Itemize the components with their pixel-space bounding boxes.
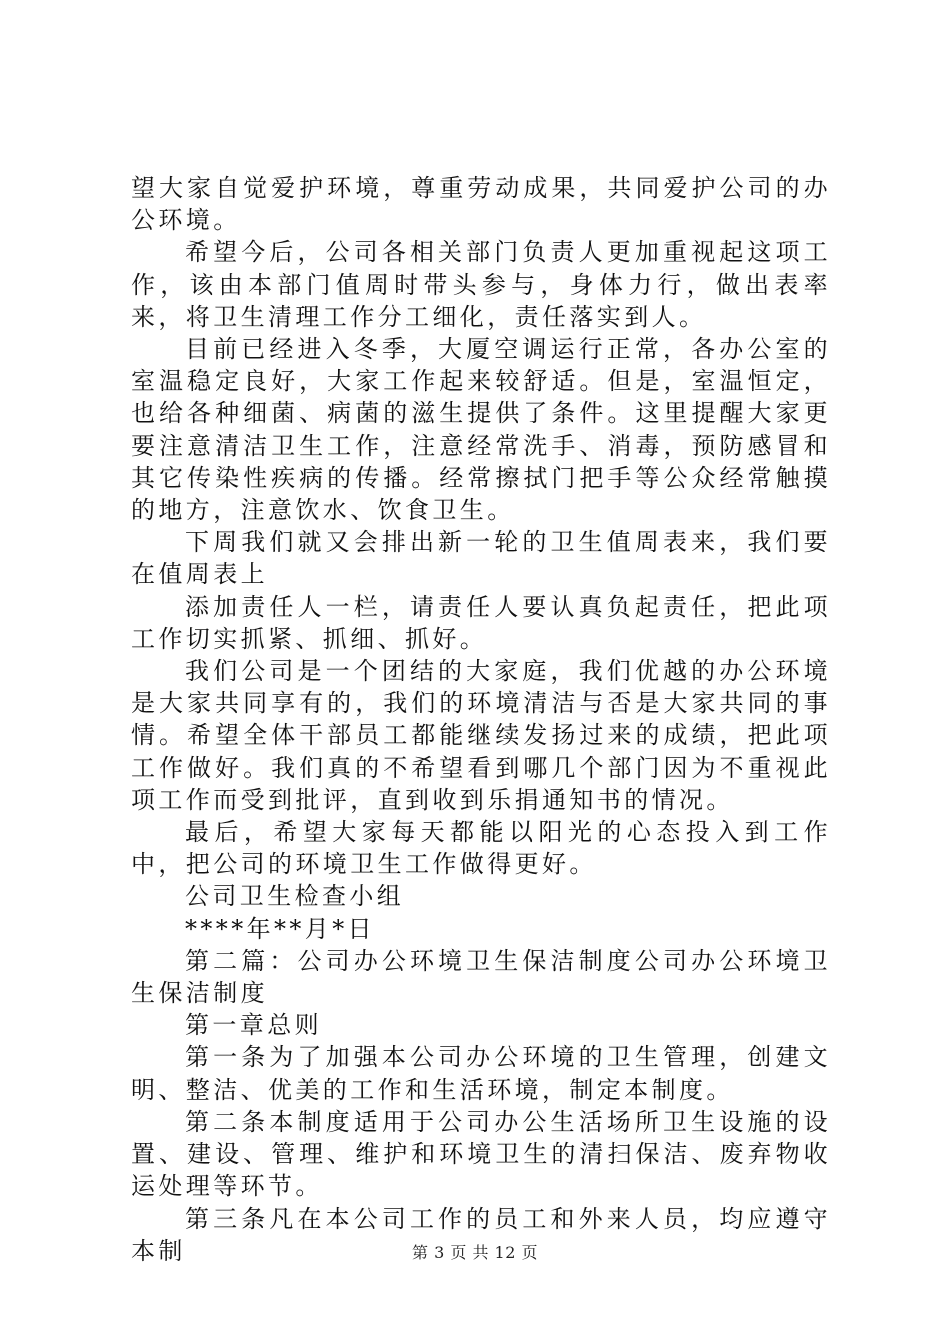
paragraph-4: 下周我们就又会排出新一轮的卫生值周表来，我们要在值周表上 bbox=[131, 528, 831, 589]
signature-group: 公司卫生检查小组 bbox=[185, 882, 405, 911]
article-3: 第三条凡在本公司工作的员工和外来人员，均应遵守本制 bbox=[131, 1204, 831, 1265]
paragraph-5: 添加责任人一栏，请责任人要认真负起责任，把此项工作切实抓紧、抓细、抓好。 bbox=[131, 592, 831, 653]
paragraph-2: 希望今后，公司各相关部门负责人更加重视起这项工作，该由本部门值周时带头参与，身体力行，做出表率来，将卫生清理工作分工细化，责任落实到人。 bbox=[131, 238, 831, 331]
document-body bbox=[131, 172, 831, 1267]
page-number-footer: 第 3 页 共 12 页 bbox=[412, 1243, 538, 1262]
paragraph-3: 目前已经进入冬季，大厦空调运行正常，各办公室的室温稳定良好，大家工作起来较舒适。但是，室温恒定，也给各种细菌、病菌的滋生提供了条件。这里提醒大家更要注意清洁卫生工作，注意经常洗手、消毒，预防感冒和其它传染性疾病的传播。经常擦拭门把手等公众经常触摸的地方，注意饮水、饮食卫生。 bbox=[131, 335, 831, 525]
section-title: 第二篇：公司办公环境卫生保洁制度公司办公环境卫生保洁制度 bbox=[131, 946, 831, 1008]
article-2: 第二条本制度适用于公司办公生活场所卫生设施的设置、建设、管理、维护和环境卫生的清扫保洁、废弃物收运处理等环节。 bbox=[131, 1107, 831, 1201]
paragraph-7: 最后，希望大家每天都能以阳光的心态投入到工作中，把公司的环境卫生工作做得更好。 bbox=[131, 818, 831, 879]
article-1: 第一条为了加强本公司办公环境的卫生管理，创建文明、整洁、优美的工作和生活环境，制定本制度。 bbox=[131, 1043, 831, 1104]
chapter-heading: 第一章总则 bbox=[185, 1011, 322, 1040]
paragraph-1: 望大家自觉爱护环境，尊重劳动成果，共同爱护公司的办公环境。 bbox=[131, 174, 831, 235]
signature-date: ****年**月*日 bbox=[185, 914, 375, 943]
paragraph-6: 我们公司是一个团结的大家庭，我们优越的办公环境是大家共同享有的，我们的环境清洁与否是大家共同的事情。希望全体干部员工都能继续发扬过来的成绩，把此项工作做好。我们真的不希望看到哪几个部门因为不重视此项工作而受到批评，直到收到乐捐通知书的情况。 bbox=[131, 657, 831, 814]
